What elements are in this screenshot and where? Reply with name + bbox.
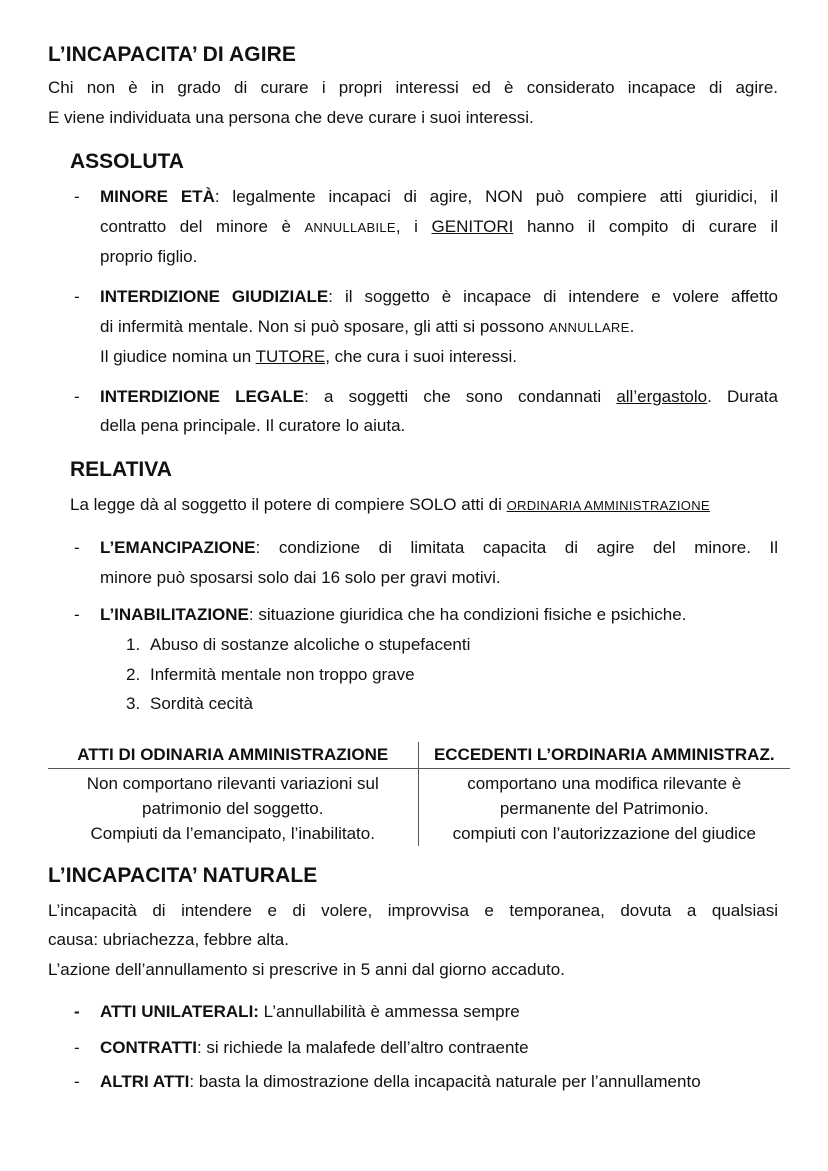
comparison-table [48, 742, 790, 846]
text: , i [395, 217, 432, 236]
intro-line-1: Chi non è in grado di curare i propri interessi ed è considerato incapace di agire. [48, 78, 778, 97]
bullet-dash: - [74, 605, 80, 624]
underlined-ergastolo: all’ergastolo [616, 387, 708, 406]
table-header: ATTI DI ODINARIA AMMINISTRAZIONE [48, 742, 418, 769]
subsection-title-relativa: RELATIVA [70, 458, 172, 481]
naturale-item-1 [100, 997, 520, 1027]
legale-line-1 [100, 382, 778, 412]
term-minore-eta: MINORE ETÀ [100, 187, 215, 206]
relativa-intro [70, 490, 710, 521]
naturale-item-3 [100, 1067, 701, 1097]
minore-eta-line-1 [100, 182, 778, 212]
list-item: Sordità cecità [150, 694, 253, 713]
bullet-dash: - [74, 1038, 80, 1057]
cell-line: comportano una modifica rilevante è [467, 774, 742, 793]
text: Il giudice nomina un [100, 347, 256, 366]
bullet-dash: - [74, 187, 80, 206]
cell-line: Non comportano rilevanti variazioni sul [86, 774, 379, 793]
term-contratti: CONTRATTI [100, 1038, 197, 1057]
giudiziale-line-1 [100, 282, 778, 312]
underlined-ordinaria-amministrazione: ORDINARIA AMMINISTRAZIONE [506, 498, 710, 513]
text: : situazione giuridica che ha condizioni fisiche e psichiche. [248, 605, 687, 624]
naturale-item-2 [100, 1033, 529, 1063]
underlined-tutore: TUTORE [255, 347, 326, 366]
legale-line-2: della pena principale. Il curatore lo aiuta. [100, 416, 406, 435]
naturale-line-1: L’incapacità di intendere e di volere, improvvisa e temporanea, dovuta a qualsiasi [48, 901, 778, 920]
underlined-genitori: GENITORI [431, 217, 514, 236]
list-number: 2. [126, 665, 141, 684]
bullet-dash: - [74, 1072, 80, 1091]
term-inabilitazione: L’INABILITAZIONE [100, 605, 249, 624]
text: di infermità mentale. Non si può sposare, gli atti si possono [100, 317, 549, 336]
bullet-dash: - [74, 538, 80, 557]
giudiziale-line-2 [100, 312, 634, 343]
text: : condizione di limitata capacita di agire del minore. Il [255, 538, 778, 557]
list-number: 3. [126, 694, 141, 713]
bullet-dash: - [74, 287, 80, 306]
term-atti-unilaterali: ATTI UNILATERALI: [100, 1002, 259, 1021]
text: : a soggetti che sono condannati [304, 387, 617, 406]
text: L’annullabilità è ammessa sempre [258, 1002, 520, 1021]
list-item: Abuso di sostanze alcoliche o stupefacenti [150, 635, 471, 654]
minore-eta-line-3: proprio figlio. [100, 247, 198, 266]
term-interdizione-giudiziale: INTERDIZIONE GIUDIZIALE [100, 287, 329, 306]
bullet-dash: - [74, 387, 80, 406]
table-row [48, 769, 790, 847]
text: . [629, 317, 635, 336]
list-number: 1. [126, 635, 141, 654]
smallcaps-annullare: ANNULLARE [548, 320, 630, 335]
section-title-incapacita-agire: L’INCAPACITA’ DI AGIRE [48, 43, 296, 66]
text: : si richiede la malafede dell’altro contraente [196, 1038, 529, 1057]
section-title-incapacita-naturale: L’INCAPACITA’ NATURALE [48, 864, 318, 887]
text: hanno il compito di curare il [513, 217, 778, 236]
term-interdizione-legale: INTERDIZIONE LEGALE [100, 387, 305, 406]
minore-eta-text: : legalmente incapaci di agire, NON può compiere atti giuridici, il [214, 187, 778, 206]
text: , che cura i suoi interessi. [325, 347, 518, 366]
inabilitazione-line-1 [100, 600, 686, 630]
intro-line-2: E viene individuata una persona che deve curare i suoi interessi. [48, 108, 534, 127]
table-header-row [48, 742, 790, 769]
giudiziale-line-3 [100, 342, 517, 372]
text: La legge dà al soggetto il potere di compiere SOLO atti di [70, 495, 507, 514]
table-header: ECCEDENTI L’ORDINARIA AMMINISTRAZ. [418, 742, 790, 769]
term-altri-atti: ALTRI ATTI [100, 1072, 190, 1091]
text: : basta la dimostrazione della incapacità naturale per l’annullamento [189, 1072, 701, 1091]
text: . Durata [707, 387, 778, 406]
table-cell [418, 769, 790, 847]
subsection-title-assoluta: ASSOLUTA [70, 150, 184, 173]
text: contratto del minore è [100, 217, 305, 236]
cell-line: Compiuti da l’emancipato, l’inabilitato. [90, 824, 375, 843]
smallcaps-annullabile: ANNULLABILE [304, 220, 396, 235]
emancipazione-line-2: minore può sposarsi solo dai 16 solo per gravi motivi. [100, 568, 501, 587]
minore-eta-line-2 [100, 212, 778, 243]
naturale-line-3: L’azione dell’annullamento si prescrive in 5 anni dal giorno accaduto. [48, 960, 565, 979]
cell-line: permanente del Patrimonio. [499, 799, 709, 818]
cell-line: compiuti con l’autorizzazione del giudice [452, 824, 756, 843]
naturale-line-2: causa: ubriachezza, febbre alta. [48, 930, 289, 949]
text: : il soggetto è incapace di intendere e volere affetto [328, 287, 778, 306]
term-emancipazione: L’EMANCIPAZIONE [100, 538, 256, 557]
table-cell [48, 769, 418, 847]
list-item: Infermità mentale non troppo grave [150, 665, 415, 684]
cell-line: patrimonio del soggetto. [142, 799, 324, 818]
emancipazione-line-1 [100, 533, 778, 563]
bullet-dash: - [74, 1002, 80, 1021]
